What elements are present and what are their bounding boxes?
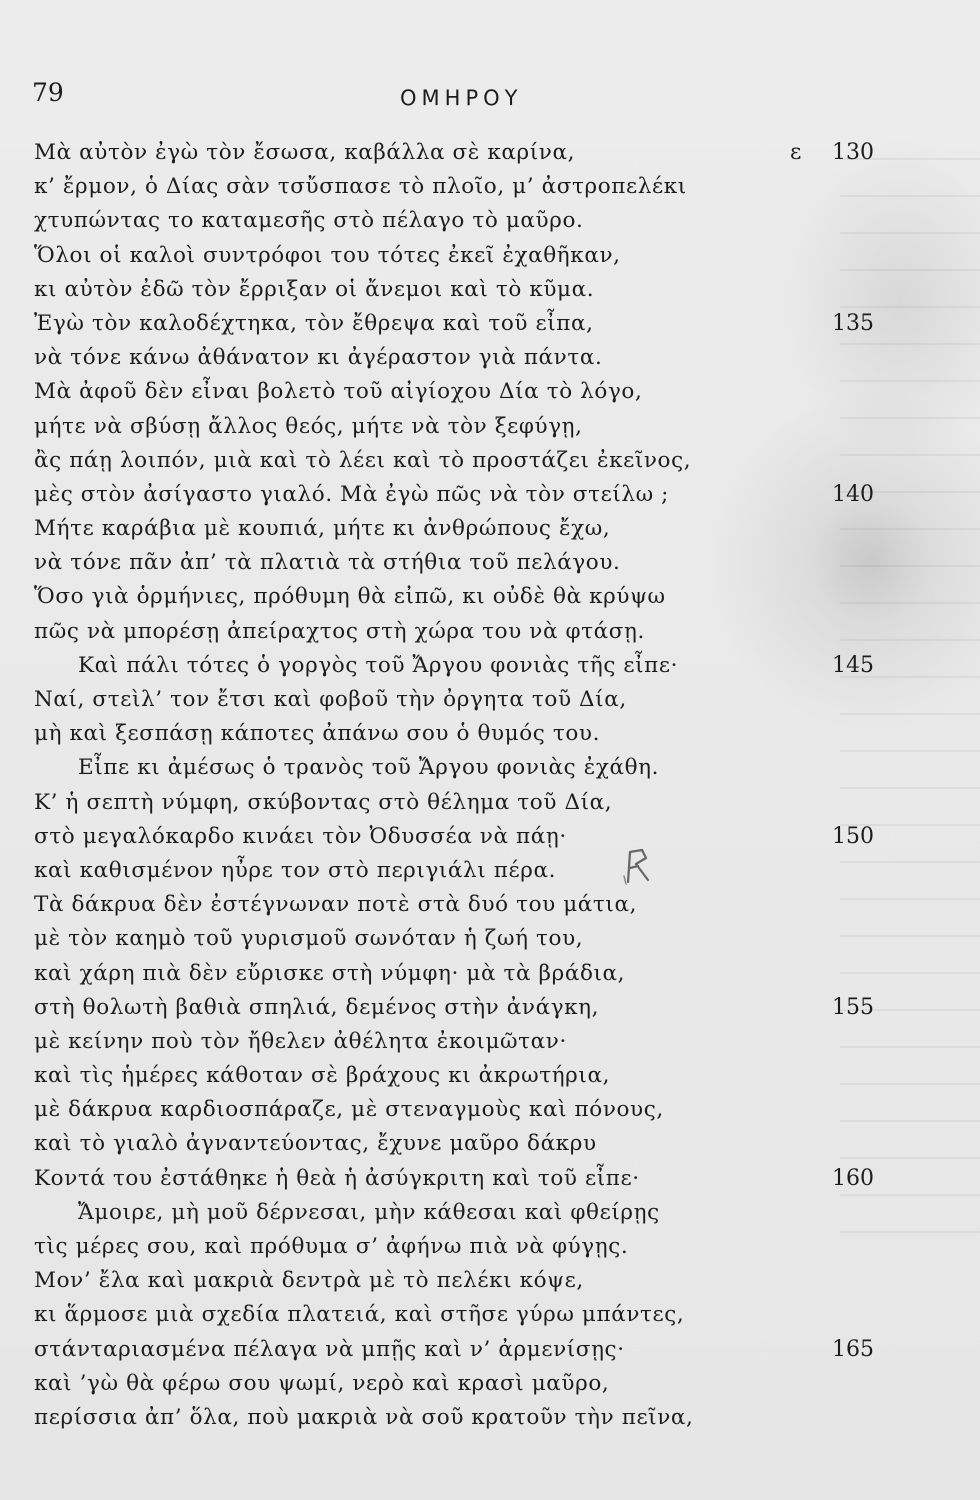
- line-number: 140: [832, 481, 874, 507]
- verse-line: [0, 1059, 980, 1093]
- pencil-mark-icon: [620, 846, 654, 886]
- verse-line: [0, 717, 980, 751]
- verse-text: Κ’ ἡ σεπτὴ νύμφη, σκύβοντας στὸ θέλημα τοῦ Δία,: [34, 789, 613, 815]
- verse-text: μὲς στὸν ἀσίγαστο γιαλό. Μὰ ἐγὼ πῶς νὰ τὸν στείλω ;: [34, 481, 669, 507]
- page-number: 79: [32, 78, 64, 107]
- verse-line: [0, 888, 980, 922]
- verse-line: [0, 751, 980, 785]
- book-marker: ε: [790, 140, 802, 165]
- verse-text: μήτε νὰ σβύσῃ ἄλλος θεός, μήτε νὰ τὸν ξεφύγῃ,: [34, 413, 583, 439]
- verse-line: [0, 1025, 980, 1059]
- verse-line: [0, 580, 980, 614]
- verse-line: [0, 273, 980, 307]
- verse-line: [0, 444, 980, 478]
- line-number: 160: [832, 1165, 874, 1191]
- verse-line: [0, 546, 980, 580]
- verse-text: Εἶπε κι ἀμέσως ὁ τρανὸς τοῦ Ἄργου φονιὰς ἐχάθη.: [78, 755, 660, 781]
- verse-text: μὲ δάκρυα καρδιοσπάραζε, μὲ στεναγμοὺς καὶ πόνους,: [34, 1097, 664, 1123]
- verse-line: [0, 307, 980, 341]
- verse-text: μὲ κείνην ποὺ τὸν ἤθελεν ἀθέλητα ἐκοιμῶταν·: [34, 1028, 567, 1054]
- verse-line: [0, 1264, 980, 1298]
- verse-line: [0, 170, 980, 204]
- verse-text: κ’ ἔρμον, ὁ Δίας σὰν τσὔσπασε τὸ πλοῖο, μ’ ἀστροπελέκι: [34, 174, 687, 200]
- verse-text: στὴ θολωτὴ βαθιὰ σπηλιά, δεμένος στὴν ἀνάγκη,: [34, 994, 600, 1020]
- verse-line: [0, 1196, 980, 1230]
- verse-line: [0, 922, 980, 956]
- verse-line: [0, 991, 980, 1025]
- verse-line: [0, 341, 980, 375]
- verse-line: [0, 1230, 980, 1264]
- verse-text: τὶς μέρες σου, καὶ πρόθυμα σ’ ἀφήνω πιὰ νὰ φύγῃς.: [34, 1234, 629, 1259]
- verse-text: καὶ τὸ γιαλὸ ἀγναντεύοντας, ἔχυνε μαῦρο δάκρυ: [34, 1131, 597, 1157]
- verse-line: [0, 1401, 980, 1435]
- verse-text: Μήτε καράβια μὲ κουπιά, μήτε κι ἀνθρώπους ἔχω,: [34, 516, 611, 542]
- verse-line: [0, 1333, 980, 1367]
- verse-line: [0, 1298, 980, 1332]
- verse-text: Ναί, στεὶλ’ τον ἔτσι καὶ φοβοῦ τὴν ὀργητα τοῦ Δία,: [34, 687, 627, 712]
- verse-line: [0, 1162, 980, 1196]
- verse-line: [0, 478, 980, 512]
- line-number: 145: [832, 652, 874, 678]
- line-number: 135: [832, 310, 874, 336]
- line-number: 130: [832, 140, 874, 165]
- verse-text: πῶς νὰ μπορέσῃ ἀπείραχτος στὴ χώρα του νὰ φτάσῃ.: [34, 618, 645, 644]
- verse-text: καὶ τὶς ἡμέρες κάθοταν σὲ βράχους κι ἀκρωτήρια,: [34, 1063, 611, 1089]
- verse-line: [0, 649, 980, 683]
- line-number: 155: [832, 994, 874, 1020]
- verse-line: [0, 683, 980, 717]
- verse-text: νὰ τόνε κάνω ἀθάνατον κι ἀγέραστον γιὰ πάντα.: [34, 345, 603, 371]
- verse-text: Ἐγὼ τὸν καλοδέχτηκα, τὸν ἔθρεψα καὶ τοῦ εἶπα,: [34, 310, 594, 336]
- verse-text: στάνταριασμένα πέλαγα νὰ μπῇς καὶ ν’ ἀρμενίσῃς·: [34, 1336, 625, 1362]
- verse-text: νὰ τόνε πᾶν ἀπ’ τὰ πλατιὰ τὰ στήθια τοῦ πελάγου.: [34, 550, 621, 576]
- line-number: 165: [832, 1336, 874, 1362]
- verse-line: [0, 1367, 980, 1401]
- verse-text: στὸ μεγαλόκαρδο κινάει τὸν Ὀδυσσέα νὰ πάῃ·: [34, 823, 567, 849]
- verse-line: [0, 375, 980, 409]
- verse-line: [0, 204, 980, 238]
- verse-text: χτυπώντας το καταμεσῆς στὸ πέλαγο τὸ μαῦρο.: [34, 208, 584, 234]
- verse-text: Κοντά του ἐστάθηκε ἡ θεὰ ἡ ἀσύγκριτη καὶ τοῦ εἶπε·: [34, 1165, 640, 1191]
- verse-line: [0, 786, 980, 820]
- verse-text: Καὶ πάλι τότες ὁ γοργὸς τοῦ Ἄργου φονιὰς τῆς εἶπε·: [78, 652, 679, 678]
- verse-line: [0, 136, 980, 170]
- verse-text: καὶ καθισμένον ηὖρε τον στὸ περιγιάλι πέρα.: [34, 857, 557, 883]
- verse-text: μὴ καὶ ξεσπάσῃ κάποτες ἀπάνω σου ὁ θυμός του.: [34, 721, 601, 747]
- verse-text: Μὰ αὐτὸν ἐγὼ τὸν ἔσωσα, καβάλλα σὲ καρίνα,: [34, 140, 576, 165]
- verse-text: κι ἅρμοσε μιὰ σχεδία πλατειά, καὶ στῆσε γύρω μπάντες,: [34, 1302, 685, 1328]
- verse-line: [0, 854, 980, 888]
- verse-text: Ἄμοιρε, μὴ μοῦ δέρνεσαι, μὴν κάθεσαι καὶ φθείρῃς: [78, 1199, 660, 1225]
- running-head: [0, 78, 980, 118]
- verse-text: Μὰ ἀφοῦ δὲν εἶναι βολετὸ τοῦ αἰγίοχου Δία τὸ λόγο,: [34, 379, 643, 405]
- verse-line: [0, 820, 980, 854]
- verse-text: κι αὐτὸν ἐδῶ τὸν ἔρριξαν οἱ ἄνεμοι καὶ τὸ κῦμα.: [34, 276, 595, 302]
- verse-text: Μον’ ἔλα καὶ μακριὰ δεντρὰ μὲ τὸ πελέκι κόψε,: [34, 1268, 584, 1294]
- verse-text: Τὰ δάκρυα δὲν ἐστέγνωναν ποτὲ στὰ δυό του μάτια,: [34, 892, 638, 918]
- verse-line: [0, 512, 980, 546]
- line-number: 150: [832, 823, 874, 849]
- verse-block: [0, 136, 980, 1435]
- verse-line: [0, 957, 980, 991]
- verse-line: [0, 410, 980, 444]
- verse-line: [0, 1093, 980, 1127]
- verse-text: μὲ τὸν καημὸ τοῦ γυρισμοῦ σωνόταν ἡ ζωή του,: [34, 926, 584, 952]
- verse-line: [0, 1127, 980, 1161]
- verse-line: [0, 615, 980, 649]
- verse-text: Ὅσο γιὰ ὁρμήνιες, πρόθυμη θὰ εἰπῶ, κι οὐδὲ θὰ κρύψω: [34, 584, 666, 610]
- verse-text: περίσσια ἀπ’ ὅλα, ποὺ μακριὰ νὰ σοῦ κρατοῦν τὴν πεῖνα,: [34, 1404, 694, 1430]
- verse-text: ἂς πάῃ λοιπόν, μιὰ καὶ τὸ λέει καὶ τὸ προστάζει ἐκεῖνος,: [34, 447, 692, 473]
- book-title: ΟΜΗΡΟΥ: [400, 86, 523, 110]
- verse-text: καὶ ’γὼ θὰ φέρω σου ψωμί, νερὸ καὶ κρασὶ μαῦρο,: [34, 1370, 610, 1396]
- verse-text: Ὅλοι οἱ καλοὶ συντρόφοι του τότες ἐκεῖ ἐχαθῆκαν,: [34, 242, 621, 268]
- verse-line: [0, 239, 980, 273]
- verse-text: καὶ χάρη πιὰ δὲν εὔρισκε στὴ νύμφη· μὰ τὰ βράδια,: [34, 960, 626, 986]
